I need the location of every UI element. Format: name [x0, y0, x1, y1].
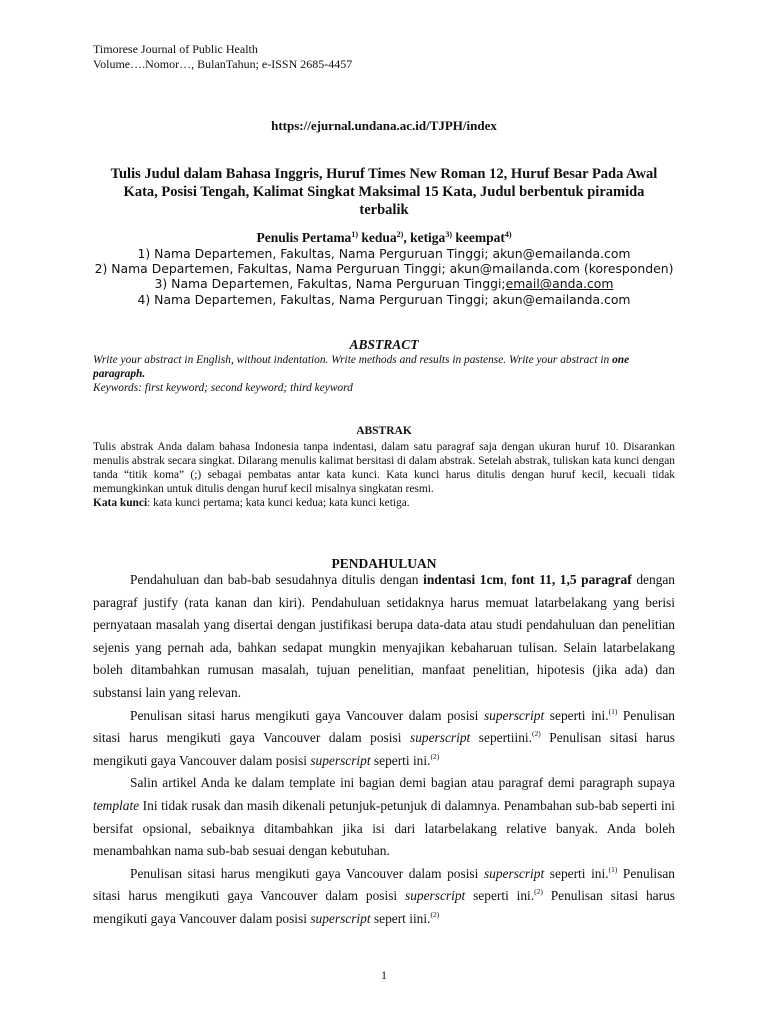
text-run: Penulisan sitasi harus mengikuti gaya Vancouver dalam posisi	[93, 707, 675, 746]
journal-url[interactable]: https://ejurnal.undana.ac.id/TJPH/index	[271, 118, 497, 133]
affiliation-1: 1) Nama Departemen, Fakultas, Nama Perguruan Tinggi; akun@emailanda.com	[137, 246, 631, 261]
text-run: seperti ini.	[465, 888, 535, 904]
bold-run: font 11, 1,5 paragraf	[511, 572, 632, 587]
text-run: dengan paragraf justify (rata kanan dan kiri). Pendahuluan setidaknya harus memuat latarbelakang yang berisi pernyataan masalah yang disertai dengan justifikasi berupa data-data atau studi pendahuluan dan penelitian sejenis yang pernah ada, bahkan sedapat mungkin menyajikan kebaharuan tulisan. Selain latarbelakang boleh ditambahkan rumusan masalah, tujuan penelitian, manfaat penelitian, hipotesis (jika ada) dan substansi lain yang relevan.	[93, 572, 675, 700]
section-body	[93, 569, 675, 931]
abstract-heading: ABSTRACT	[349, 337, 419, 352]
abstract-keywords: Keywords: first keyword; second keyword; third keyword	[93, 382, 353, 394]
italic-run: template	[93, 797, 140, 813]
abstrak-paragraph: Tulis abstrak Anda dalam bahasa Indonesia tanpa indentasi, dalam satu paragraf saja dengan ukuran huruf 10. Disarankan menulis abstrak secara singkat. Dilarang menulis kalimat bersitasi di dalam abstrak. Setelah abstrak, tuliskan kata kunci dengan tanda “titik koma” (;) sebagai pembatas antar kata kunci. Kata kunci harus ditulis dengan huruf kecil, kecuali tidak memungkinkan untuk ditulis dengan huruf kecil misalnya singkatan resmi.	[93, 441, 675, 495]
citation-mark: (2)	[430, 751, 440, 761]
volume-line: Volume….Nomor…, BulanTahun; e-ISSN 2685-4457	[93, 57, 353, 71]
italic-run: superscript	[483, 707, 545, 723]
italic-run: superscript	[404, 888, 466, 904]
text-run: seperti ini.	[370, 752, 431, 768]
text-run: seperti ini.	[544, 865, 609, 881]
affiliation-3	[0, 276, 768, 291]
citation-mark: (2)	[430, 909, 440, 919]
citation-mark: (2)	[531, 729, 541, 739]
text-run: Salin artikel Anda ke dalam template ini bagian demi bagian atau paragraf demi paragraph supaya	[130, 775, 675, 791]
text-run: Penulisan sitasi harus mengikuti gaya Vancouver dalam posisi	[130, 865, 484, 881]
text-run: Pendahuluan dan bab-bab sesudahnya ditulis dengan	[130, 572, 424, 587]
page-number: 1	[381, 968, 387, 982]
author-1-mark: 1)	[351, 230, 358, 239]
abstrak-body	[93, 440, 675, 510]
text-run: ,	[503, 572, 512, 587]
author-2: kedua	[357, 230, 397, 245]
author-3-mark: 3)	[445, 230, 452, 239]
abstract-bold-text: one paragraph.	[93, 354, 630, 380]
text-run: Ini tidak rusak dan masih dikenali petunjuk-petunjuk di dalamnya. Penambahan sub-bab seperti ini bersifat opsional, sebaiknya ditambahkan jika isi dari latarbelakang relative banyak. Anda boleh menambahkan nama sub-bab sesuai dengan kebutuhan.	[93, 797, 675, 859]
section-heading-pendahuluan: PENDAHULUAN	[331, 556, 437, 571]
paragraph-1	[93, 569, 675, 705]
text-run: Penulisan sitasi harus mengikuti gaya Vancouver dalam posisi	[93, 730, 675, 768]
abstract-paragraph	[93, 353, 675, 381]
author-4-mark: 4)	[504, 230, 512, 239]
affiliation-3-text: 3) Nama Departemen, Fakultas, Nama Perguruan Tinggi;	[154, 276, 506, 292]
citation-mark: (2)	[534, 887, 543, 897]
paragraph-2	[93, 705, 675, 773]
paper-title: Tulis Judul dalam Bahasa Inggris, Huruf Times New Roman 12, Huruf Besar Pada Awal Kata, Posisi Tengah, Kalimat Singkat Maksimal 15 Kata, Judul berbentuk piramida terbalik	[110, 166, 658, 218]
affiliation-2: 2) Nama Departemen, Fakultas, Nama Perguruan Tinggi; akun@mailanda.com (koresponden)	[94, 261, 674, 277]
italic-run: superscript	[310, 752, 371, 768]
kata-kunci-text: : kata kunci pertama; kata kunci kedua; kata kunci ketiga.	[147, 497, 410, 509]
author-2-mark: 2)	[396, 230, 404, 239]
abstrak-heading: ABSTRAK	[356, 425, 412, 437]
citation-mark: (1)	[608, 864, 618, 874]
abstract-text: Write your abstract in English, without indentation. Write methods and results in pastense. Write your abstract in	[93, 354, 613, 366]
paragraph-3	[93, 772, 675, 862]
text-run: sepertiini.	[470, 730, 532, 746]
abstrak-keywords	[93, 496, 675, 510]
running-header	[93, 42, 352, 72]
text-run: seperti ini.	[544, 707, 609, 723]
paragraph-4	[93, 863, 675, 931]
author-3: , ketiga	[403, 230, 446, 245]
author-list	[0, 230, 768, 246]
text-run: Penulisan sitasi harus mengikuti gaya Vancouver dalam posisi	[93, 865, 675, 904]
affiliation-3-email-link[interactable]: email@anda.com	[505, 276, 614, 292]
italic-run: superscript	[483, 865, 545, 881]
affiliations	[0, 246, 768, 307]
text-run: Penulisan sitasi harus mengikuti gaya Vancouver dalam posisi	[93, 888, 675, 926]
journal-name: Timorese Journal of Public Health	[93, 42, 258, 56]
italic-run: superscript	[310, 910, 371, 926]
citation-mark: (1)	[608, 706, 618, 716]
text-run: sepert iini.	[370, 910, 431, 926]
kata-kunci-label: Kata kunci	[93, 497, 148, 509]
affiliation-4: 4) Nama Departemen, Fakultas, Nama Perguruan Tinggi; akun@emailanda.com	[137, 291, 631, 307]
author-1: Penulis Pertama	[256, 230, 352, 245]
text-run: Penulisan sitasi harus mengikuti gaya Vancouver dalam posisi	[130, 707, 484, 723]
italic-run: superscript	[409, 730, 471, 746]
author-4: keempat	[451, 230, 505, 245]
abstract-body	[93, 353, 675, 395]
bold-run: indentasi 1cm	[423, 572, 504, 587]
